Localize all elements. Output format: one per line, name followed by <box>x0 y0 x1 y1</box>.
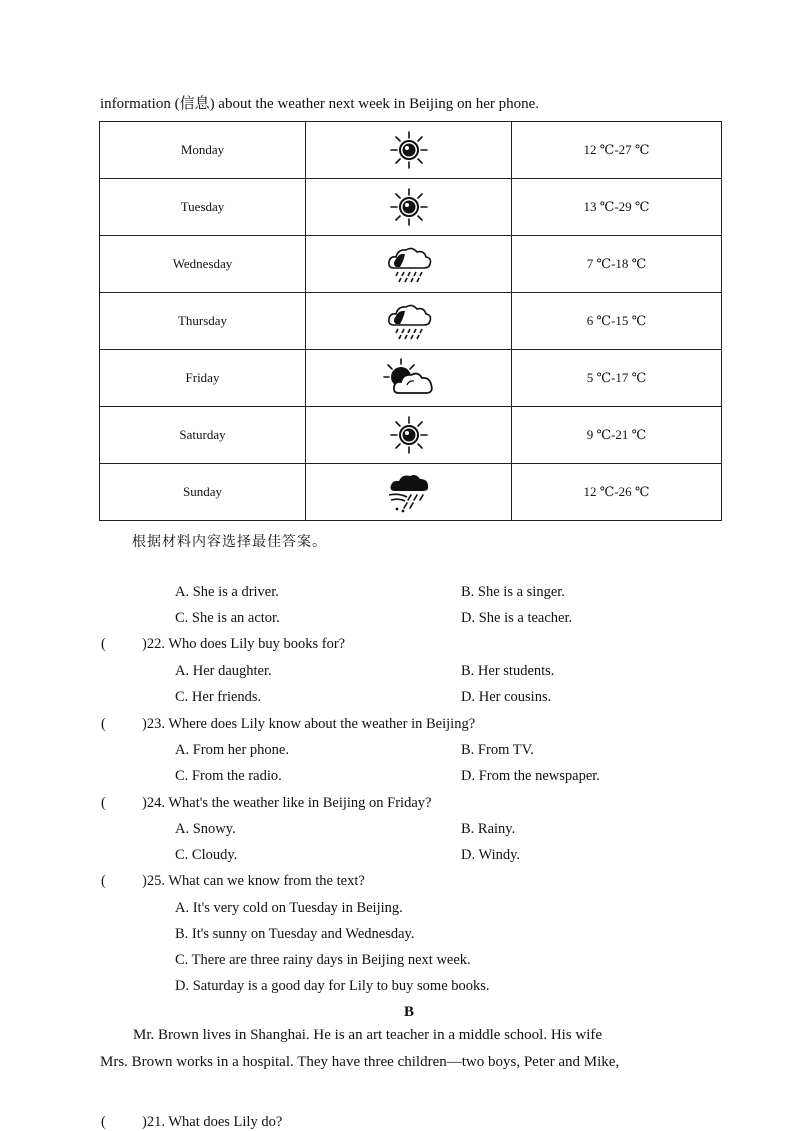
option-c[interactable]: C. Cloudy. <box>175 847 238 863</box>
day-cell: Thursday <box>100 293 306 350</box>
option-c[interactable]: C. She is an actor. <box>175 610 280 626</box>
answer-blank[interactable]: ( <box>101 873 106 889</box>
sun-icon <box>306 179 512 236</box>
sun-icon <box>306 407 512 464</box>
option-d[interactable]: D. She is a teacher. <box>461 610 573 626</box>
option-b[interactable]: B. She is a singer. <box>461 584 565 600</box>
weather-row <box>100 350 722 407</box>
weather-table <box>99 121 722 521</box>
weather-row <box>100 236 722 293</box>
option-b[interactable]: B. Her students. <box>461 663 555 679</box>
option-b[interactable]: B. Rainy. <box>461 821 516 837</box>
weather-row <box>100 293 722 350</box>
sun-icon <box>306 122 512 179</box>
weather-row <box>100 407 722 464</box>
rain-cloud-icon <box>306 236 512 293</box>
option-a[interactable]: A. She is a driver. <box>175 584 279 600</box>
answer-blank[interactable]: ( <box>101 1114 106 1130</box>
instruction: 根据材料内容选择最佳答案。 <box>132 534 327 550</box>
option-a[interactable]: A. Her daughter. <box>175 663 272 679</box>
intro-text: information (信息) about the weather next week in Beijing on her phone. <box>100 96 540 112</box>
day-cell: Wednesday <box>100 236 306 293</box>
question-stem: )23. Where does Lily know about the weather in Beijing? <box>142 716 476 732</box>
option-a[interactable]: A. Snowy. <box>175 821 236 837</box>
option-a[interactable]: A. It's very cold on Tuesday in Beijing. <box>175 900 403 916</box>
answer-blank[interactable]: ( <box>101 636 106 652</box>
weather-row <box>100 179 722 236</box>
wind-rain-icon <box>306 464 512 521</box>
temperature-cell: 6 ℃-15 ℃ <box>512 293 722 350</box>
answer-blank[interactable]: ( <box>101 795 106 811</box>
passage-line: Mr. Brown lives in Shanghai. He is an art teacher in a middle school. His wife <box>133 1027 603 1043</box>
option-c[interactable]: C. Her friends. <box>175 689 262 705</box>
option-c[interactable]: C. There are three rainy days in Beijing next week. <box>175 952 471 968</box>
day-cell: Tuesday <box>100 179 306 236</box>
day-cell: Friday <box>100 350 306 407</box>
sun-behind-cloud-icon <box>306 350 512 407</box>
option-d[interactable]: D. Her cousins. <box>461 689 552 705</box>
temperature-cell: 5 ℃-17 ℃ <box>512 350 722 407</box>
temperature-cell: 12 ℃-27 ℃ <box>512 122 722 179</box>
temperature-cell: 7 ℃-18 ℃ <box>512 236 722 293</box>
passage-line: Mrs. Brown works in a hospital. They have three children—two boys, Peter and Mike, <box>100 1054 620 1070</box>
temperature-cell: 12 ℃-26 ℃ <box>512 464 722 521</box>
question-stem: )22. Who does Lily buy books for? <box>142 636 346 652</box>
rain-cloud-icon <box>306 293 512 350</box>
day-cell: Monday <box>100 122 306 179</box>
day-cell: Saturday <box>100 407 306 464</box>
temperature-cell: 13 ℃-29 ℃ <box>512 179 722 236</box>
answer-blank[interactable]: ( <box>101 716 106 732</box>
question-stem: )21. What does Lily do? <box>142 1114 283 1130</box>
section-label: B <box>404 1004 415 1020</box>
option-d[interactable]: D. From the newspaper. <box>461 768 600 784</box>
question-stem: )25. What can we know from the text? <box>142 873 365 889</box>
question-stem: )24. What's the weather like in Beijing on Friday? <box>142 795 432 811</box>
option-c[interactable]: C. From the radio. <box>175 768 282 784</box>
option-b[interactable]: B. It's sunny on Tuesday and Wednesday. <box>175 926 415 942</box>
option-a[interactable]: A. From her phone. <box>175 742 289 758</box>
option-b[interactable]: B. From TV. <box>461 742 534 758</box>
option-d[interactable]: D. Saturday is a good day for Lily to buy some books. <box>175 978 490 994</box>
day-cell: Sunday <box>100 464 306 521</box>
option-d[interactable]: D. Windy. <box>461 847 521 863</box>
weather-row <box>100 464 722 521</box>
temperature-cell: 9 ℃-21 ℃ <box>512 407 722 464</box>
weather-row <box>100 122 722 179</box>
